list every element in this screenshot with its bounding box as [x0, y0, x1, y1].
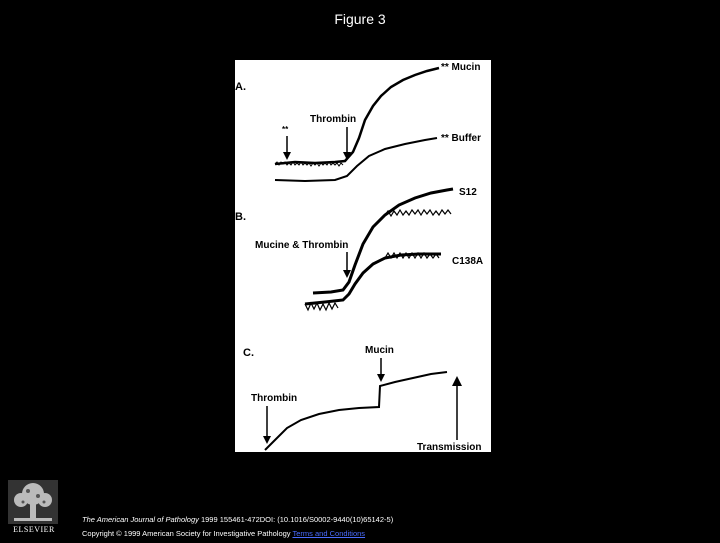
terms-link[interactable]: Terms and Conditions	[292, 529, 366, 538]
panel-c-mucin-arrow	[377, 358, 385, 382]
citation-line	[82, 515, 393, 524]
elsevier-logo-text: ELSEVIER	[13, 525, 55, 534]
panel-a-buffer-label: ** Buffer	[441, 133, 482, 144]
journal-name: The American Journal of Pathology	[82, 515, 199, 524]
copyright-text: Copyright © 1999 American Society for Investigative Pathology	[82, 529, 291, 538]
figure-graphic	[235, 60, 491, 452]
figure-panel	[235, 60, 491, 452]
panel-b-c138a-trace	[305, 254, 441, 304]
panel-b-mucine-thrombin-label: Mucine & Thrombin	[255, 240, 349, 251]
panel-c-trace	[265, 372, 447, 450]
panel-c-label: C.	[243, 347, 254, 359]
panel-c-mucin-label: Mucin	[365, 345, 394, 356]
panel-b-label: B.	[235, 211, 246, 223]
panel-a-mucin-trace	[275, 68, 439, 164]
panel-a-thrombin-label: Thrombin	[310, 114, 357, 125]
panel-a-label: A.	[235, 81, 246, 93]
panel-c-thrombin-label: Thrombin	[251, 393, 298, 404]
panel-c-transmission-label: Transmission	[417, 442, 482, 452]
panel-c-transmission-arrow	[452, 376, 462, 440]
panel-a-marker-arrow	[283, 136, 291, 160]
panel-a-mucin-label: ** Mucin	[441, 62, 481, 73]
panel-b-arrow	[343, 252, 351, 278]
panel-b-s12-noise	[385, 210, 451, 216]
panel-b-c138a-label: C138A	[452, 256, 484, 267]
elsevier-logo	[6, 478, 62, 538]
panel-c-thrombin-arrow	[263, 406, 271, 444]
panel-a-marker-label: **	[282, 125, 289, 134]
panel-b-s12-label: S12	[459, 187, 477, 198]
page-title: Figure 3	[334, 11, 386, 27]
copyright-line	[82, 529, 365, 538]
citation-text: 1999 155461-472DOI: (10.1016/S0002-9440(10)65142-5)	[198, 515, 394, 524]
